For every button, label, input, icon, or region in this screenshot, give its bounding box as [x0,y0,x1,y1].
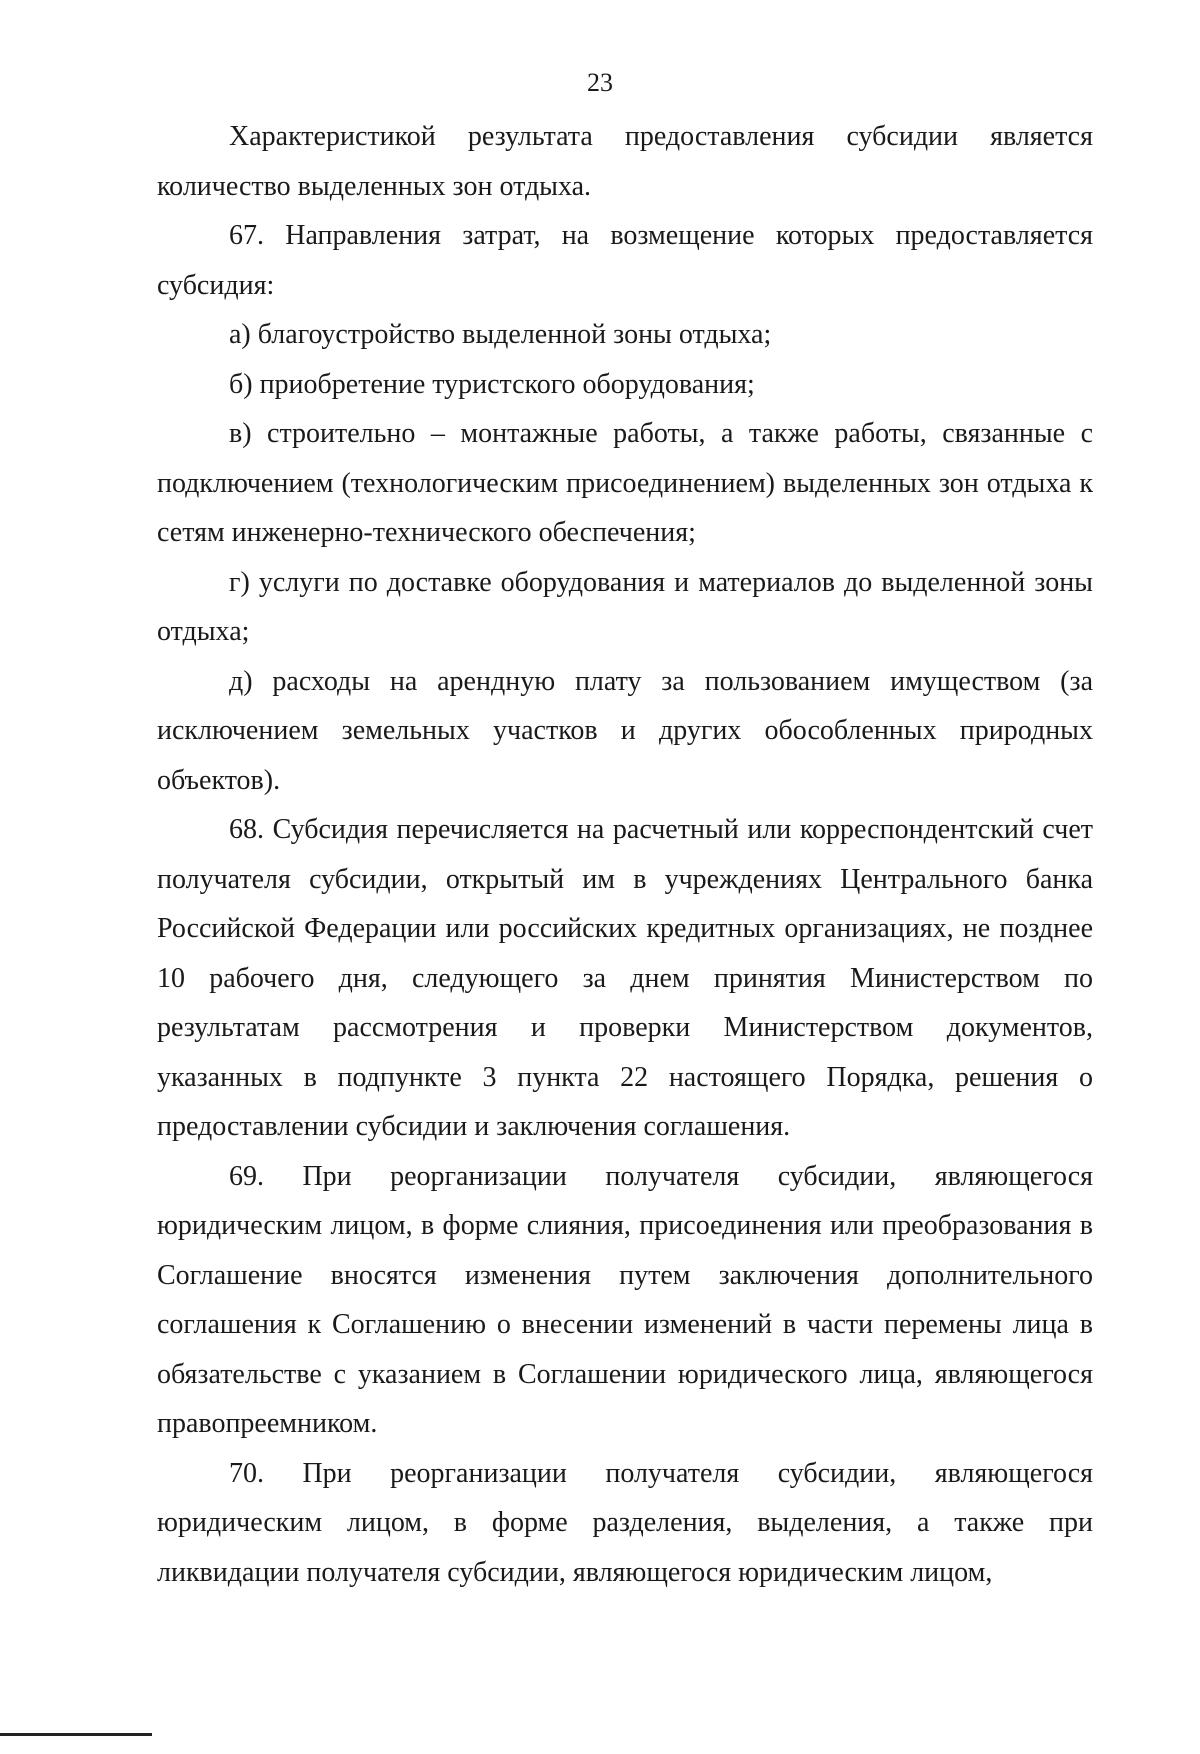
list-item-v: в) строительно – монтажные работы, а также работы, связанные с подключением (технологическим присоединением) выделенных зон отдыха к сетям инженерно-технического обеспечения; [157,418,1093,548]
paragraph-67: 67. Направления затрат, на возмещение которых предоставляется субсидия: [157,220,1093,301]
list-item-a: а) благоустройство выделенной зоны отдыха; [229,319,772,350]
paragraph-69: 69. При реорганизации получателя субсидии, являющегося юридическим лицом, в форме слияния, присоединения или преобразования в Соглашение вносятся изменения путем заключения дополнительного соглашения к Соглашению о внесении изменений в части перемены лица в обязательстве с указанием в Соглашении юридического лица, являющегося правопреемником. [157,1160,1093,1439]
list-item-d: д) расходы на арендную плату за пользованием имуществом (за исключением земельных участков и других обособленных природных объектов). [157,665,1093,796]
page-number: 23 [587,68,613,97]
document-body [157,112,1093,1597]
paragraph-70: 70. При реорганизации получателя субсидии, являющегося юридическим лицом, в форме разделения, выделения, а также при ликвидации получателя субсидии, являющегося юридическим лицом, [157,1457,1093,1588]
list-item-b: б) приобретение туристского оборудования; [229,368,755,400]
paragraph-result-characteristic: Характеристикой результата предоставления субсидии является количество выделенных зон отдыха. [157,121,1093,202]
scan-edge-line [0,1733,152,1736]
paragraph-68: 68. Субсидия перечисляется на расчетный или корреспондентский счет получателя субсидии, открытый им в учреждениях Центрального банка Российской Федерации или российских кредитных организациях, не позднее 10 рабочего дня, следующего за днем принятия Министерством по результатам рассмотрения и проверки Министерством документов, указанных в подпункте 3 пункта 22 настоящего Порядка, решения о предоставлении субсидии и заключения соглашения. [157,814,1093,1142]
list-item-g: г) услуги по доставке оборудования и материалов до выделенной зоны отдыха; [157,566,1093,647]
